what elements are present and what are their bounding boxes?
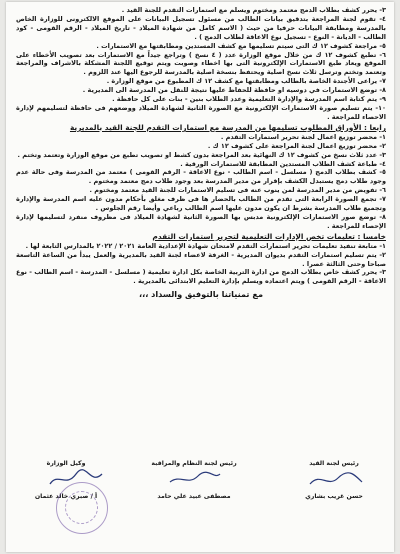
- section-4-item: ٦- تفويض من مدير المدرسة لمن ينوب عنه فى تسليم الاستمارات للجنة القيد معتمد ومختوم .: [89, 186, 386, 195]
- instruction-item: ٤- تقوم لجنة المراجعة بتدقيق بيانات الطالب من مسئول تسجيل البيانات على الموقع الالكترونى للوزارة الخاص بالمدرسة ومطابقة البيانات حرفيا من حيث ( الاسم كامل من شهادة الميلاد - تاريخ الميلاد - الرقم القومى - كود الطالب - الديانة - النوع - تسجيل نوع الاعاقة لطلاب الدمج ) .: [16, 14, 386, 41]
- section-4-item: ٥- كشف بطلاب الدمج ( مسلسل - اسم الطالب - نوع الاعاقة - الرقم القومى ) معتمد من المدرسة وفى حالة عدم وجود طلاب دمج يستبدل الكشف بإقرار من مدير المدرسة بعد وجود طلاب دمج معتمد ومختوم .: [16, 168, 386, 186]
- signature-name: مصطفى عبيد علي حامد: [157, 493, 231, 500]
- signature-title: رئيس لجنة القيد: [309, 460, 359, 467]
- document-page: [6, 2, 394, 552]
- instruction-item: ١٠- يتم تسليم صورة الاستمارات الإلكترونية مع الصورة الثانية لشهادة الميلاد ووضعهم فى حافظة لتسليمهم لإدارة الاحصاء للمراجعة .: [16, 103, 386, 121]
- section-4-item: ٧- تجمع الصورة الرابعة التى تقدم من الطالب بالحضار ها فى ظرف مغلق بأحكام مدون عليه اسم المدرسة والإدارة وتجميع طلاب المدرسة بشرط ان يكون مدون عليها اسم الطالب رباعي وأيضا رقم الجلوس .: [16, 195, 386, 213]
- instruction-item: ٦- تطبع كشوف ١٢ ك من خلال موقع الوزارة عدد ( ٤ نسخ ) وتراجع جيداً مع الاستمارات بعد تصويب الأخطاء على الموقع ويعاد طبع الاستمارات الإلكترونية التى بها اخطاء وصوبت ويتم توقيع اللجنة المشكلة بالاشراف والمراجعة وتعتمد وتختم وترسل ثلاث نسخ اصلية ويحتفظ بنسخة اصلية بالمدرسة للرجوع اليها عند اللزوم .: [16, 50, 387, 77]
- section-4-item: ٤- طباعة كشف الطلاب المستدين المطابقة للاستمارات الورقية .: [180, 159, 386, 168]
- handwritten-signature-icon: [306, 470, 366, 490]
- signature-control-head: [144, 460, 244, 500]
- instruction-item: ٥- مراجعة كشوف ١٢ ك التى سيتم تسليمها مع كشف المستدين ومطابقتها مع الاستمارات .: [96, 41, 386, 50]
- section-5-list: [16, 242, 386, 287]
- official-seal-icon: [56, 482, 108, 534]
- handwritten-signature-icon: [164, 470, 224, 490]
- closing-line: مع تمنياتنا بالتوفيق والسداد ،،،: [138, 289, 264, 300]
- section-5-heading: [16, 232, 386, 242]
- signature-title: وكيل الوزارة: [46, 460, 86, 467]
- section-4-list: [16, 133, 386, 231]
- section-5-heading-text: خامسا : تعليمات تخص الإدارات التعليمية لتحرير استمارات التقدم: [152, 231, 386, 241]
- section-4-item: ١- محضر توزيع اعمال لجنة تحرير استمارات التقدم .: [220, 132, 386, 141]
- instructions-list: [16, 6, 386, 122]
- instruction-item: ٨- توضع الاستمارات في دوسيه او حافظة للحفاظ عليها نتيجة للنقل من المدرسة الى المديرية .: [82, 86, 386, 95]
- section-4-heading-text: رابعا : الأوراق المطلوب تسليمها من المدرسة مع استمارات التقدم للجنة القيد بالمديرية: [69, 122, 386, 132]
- section-5-item: ٢- يتم تسليم استمارات التقدم بديوان المديرية - الغرفة لاعضاء لجنة القيد بالمديرية والعمل يبدأ من الساعة التاسعة صباحا وحتى الثالثة عصرا .: [16, 250, 386, 268]
- instruction-item: ٣- يحرر كشف بطلاب الدمج معتمد ومختوم ويسلم مع استمارات التقدم للجنة القيد .: [121, 6, 386, 14]
- section-4-item: ٢- محضر توزيع اعمال لجنة المراجعة على كشوف ١٢ ك .: [207, 141, 386, 150]
- section-5-item: ١- متابعة تنفيذ تعليمات تحرير استمارات التقدم لامتحان شهادة الإعدادية العامة ٢٠٢١ / ٢٠٢٢ بالمدارس التابعة لها .: [25, 241, 386, 250]
- section-5-item: ٣- يحرر كشف خاص بطلاب الدمج من ادارة التربية الخاصة بكل ادارة تعليمية ( مسلسل - المدرسة - اسم الطالب - نوع الاعاقة - الرقم القومى ) ويتم اعتماده ويسلم بإدارة التعليم الابتدائى بالمديرية .: [16, 268, 386, 286]
- section-4-item: ٣- عدد ثلاث نسخ من كشوف ١٢ ك النهائية بعد المراجعة بدون كشط او تصويب تطبع من موقع الوزارة وتعتمد وتختم .: [17, 150, 386, 159]
- section-4-item: ٨- توضع صور الاستمارات الإلكترونية مدبس بها الصورة الثانية لشهادة الميلاد فى مظروف منفرد لتسليمها لإدارة الإحصاء للمراجعة .: [16, 212, 386, 230]
- section-4-heading: [16, 123, 386, 133]
- document-body: [16, 6, 386, 299]
- signature-name: أ / صبري خالد عثمان: [34, 493, 98, 500]
- signature-name: حسن غريب بشاري: [305, 493, 363, 500]
- signature-title: رئيس لجنة النظام والمراقبة: [151, 460, 237, 467]
- instruction-item: ٩- يتم كتابة اسم المدرسة والإدارة التعليمية وعدد الطلاب بنين - بنات على كل حافظة .: [112, 95, 386, 104]
- signature-committee-head: [284, 460, 384, 500]
- instruction-item: ٧- يراعى الأجندة الخاصة بالطالب ومطابقتها مع كشف ١٢ ك المطبوع من موقع الوزارة .: [106, 77, 386, 86]
- signature-block: [16, 460, 384, 544]
